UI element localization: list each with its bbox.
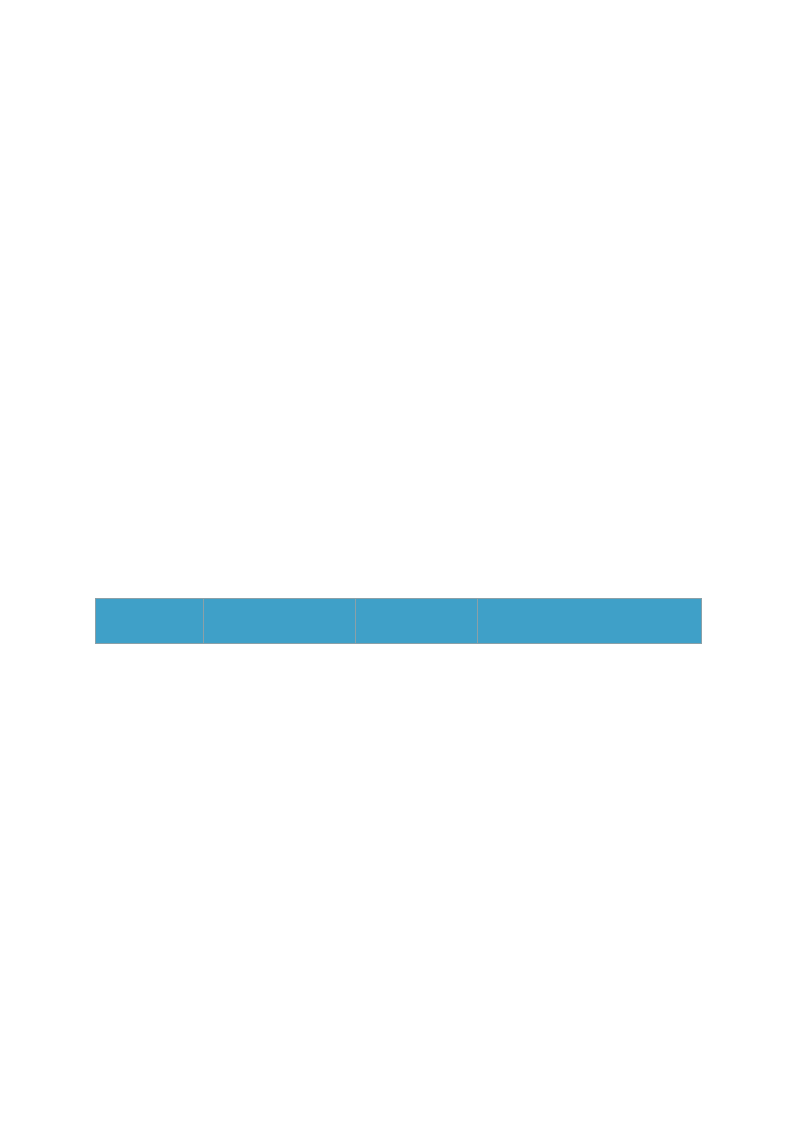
section-3 bbox=[95, 940, 707, 1033]
header-relation bbox=[478, 599, 702, 644]
section-3-line-1 bbox=[95, 975, 707, 1004]
header-move-direction bbox=[356, 599, 478, 644]
section-3-line-2 bbox=[95, 1004, 707, 1033]
section-3-title bbox=[95, 940, 707, 969]
table-header-row bbox=[96, 599, 702, 644]
header-gas-direction bbox=[204, 599, 356, 644]
record-table bbox=[95, 598, 701, 871]
header-trial bbox=[96, 599, 204, 644]
